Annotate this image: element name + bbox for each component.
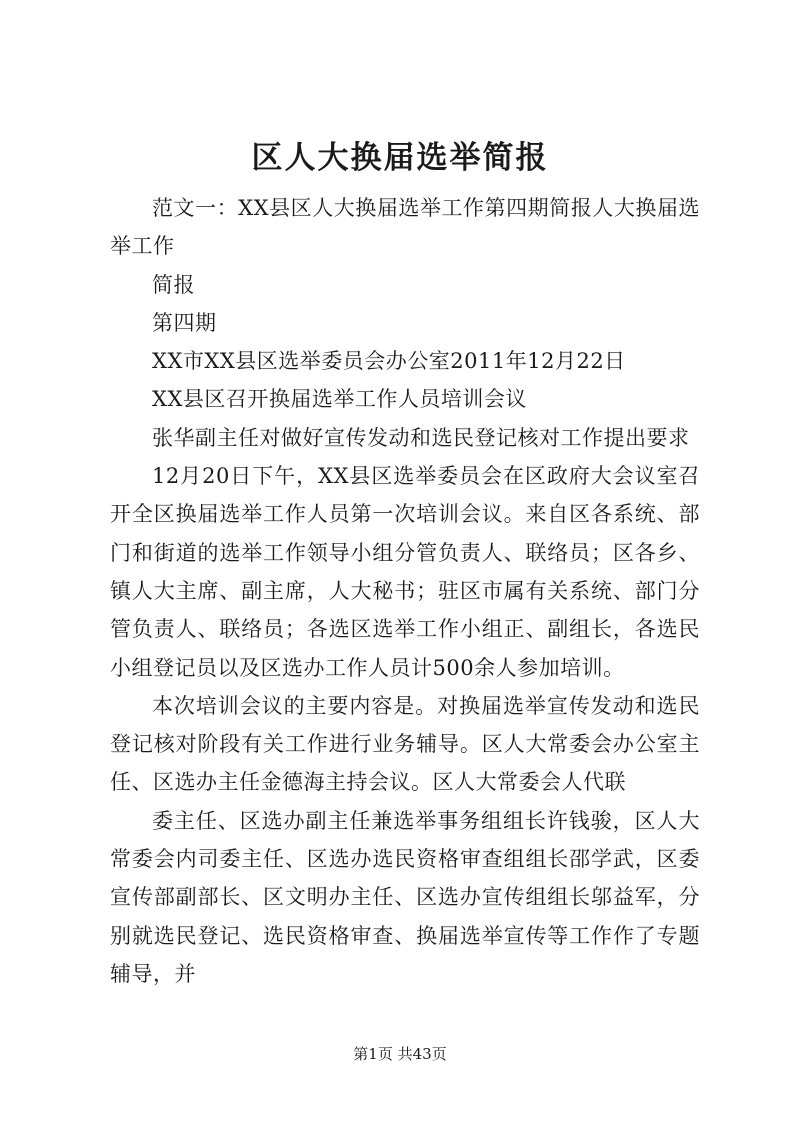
- paragraph-news-title: XX县区召开换届选举工作人员培训会议: [152, 387, 527, 412]
- page-footer: 第1页 共43页: [353, 1045, 447, 1063]
- paragraph-body-2: 本次培训会议的主要内容是。对换届选举宣传发动和选民登记核对阶段有关工作进行业务辅导。区人大常委会办公室主任、区选办主任金德海主持会议。区人大常委会人代联: [110, 693, 700, 795]
- paragraph-issue-number: 第四期: [152, 310, 217, 335]
- paragraph-issuer-date: XX市XX县区选举委员会办公室2011年12月22日: [152, 349, 626, 374]
- document-body: [110, 189, 700, 993]
- paragraph-body-1: 12月20日下午，XX县区选举委员会在区政府大会议室召开全区换届选举工作人员第一次培训会议。来自区各系统、部门和街道的选举工作领导小组分管负责人、联络员；区各乡、镇人大主席、副主席，人大秘书；驻区市属有关系统、部门分管负责人、联络员；各选区选举工作小组正、副组长，各选民小组登记员以及区选办工作人员计500余人参加培训。: [110, 464, 700, 680]
- document-title: 区人大换届选举简报: [251, 140, 549, 176]
- paragraph-body-3: 委主任、区选办副主任兼选举事务组组长许钱骏，区人大常委会内司委主任、区选办选民资格审查组组长邵学武，区委宣传部副部长、区文明办主任、区选办宣传组组长邬益军，分别就选民登记、选民资格审查、换届选举宣传等工作作了专题辅导，并: [110, 808, 700, 986]
- paragraph-heading-line: 范文一：XX县区人大换届选举工作第四期简报人大换届选举工作: [110, 196, 700, 259]
- paragraph-briefing-label: 简报: [152, 272, 195, 297]
- paragraph-news-subtitle: 张华副主任对做好宣传发动和选民登记核对工作提出要求: [152, 425, 690, 450]
